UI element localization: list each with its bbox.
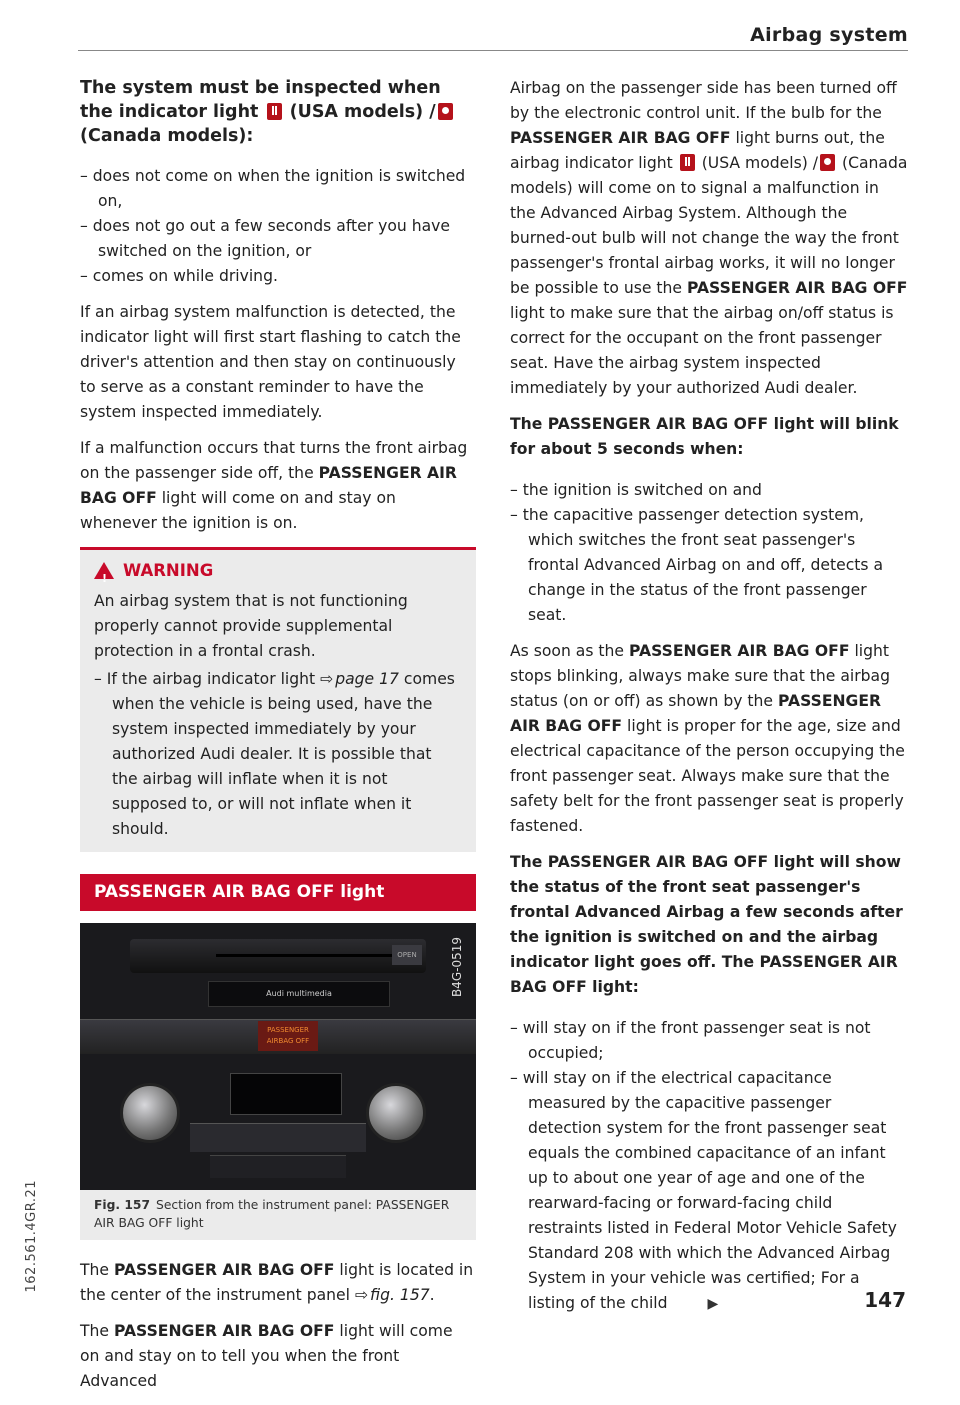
heading-text-c: (Canada models): [80,126,254,146]
list-item: – will stay on if the electrical capacitance measured by the capacitive passenger detection system for the front passenger seat equals the combined capacitance of an infant up to about one year of age and one of the rearward-facing or forward-facing child restraints listed in Federal Motor Vehicle Safety Standard 208 with which the Advanced Airbag System in your vehicle was certified; For a listing of the child ▶ [510,1066,908,1317]
blink-heading: The PASSENGER AIR BAG OFF light will blink for about 5 seconds when: [510,415,899,458]
inspection-heading [80,76,476,148]
bulb-paragraph [510,76,908,401]
text-run: (Canada models) will come on to signal a malfunction in the Advanced Airbag System. Although the burned-out bulb will not change the way the front passenger's frontal airbag works, it will no longer be possible to use the [510,154,908,297]
figure-label: Fig. 157 [94,1198,151,1212]
text-run: light is proper for the age, size and electrical capacitance of the person occupying the front passenger seat. Always make sure that the safety belt for the front passenger seat is properly fastened. [510,717,905,835]
bold-term: PASSENGER AIR BAG OFF [80,464,457,507]
text-run: will stay on if the electrical capacitance measured by the capacitive passenger detection system for the front passenger seat equals the combined capacitance of an infant up to about one year of age and one of the rearward-facing or forward-facing child restraints listed in Federal Motor Vehicle Safety Standard 208 with which the Advanced Airbag System in your vehicle was certified; For a listing of the child [522,1069,897,1312]
function-paragraph [80,1319,476,1394]
margin-code: 162.561.4GR.21 [24,1180,39,1293]
bold-term: PASSENGER AIR BAG OFF [686,279,908,297]
malfunction-paragraph: If an airbag system malfunction is detected, the indicator light will first start flashing to catch the driver's attention and then stay on continuously to serve as a constant reminder to have the system inspected immediately. [80,303,461,421]
figure-link[interactable]: ⇨ fig. 157 [355,1286,430,1304]
cd-slit [216,954,396,957]
left-climate-knob [120,1083,180,1143]
text-run: light will come on and stay on to tell you when the front Advanced [80,1322,453,1390]
airbag-indicator-canada-icon [820,154,835,171]
figure-157 [80,923,476,1240]
figure-caption [80,1190,476,1240]
passenger-airbag-section-title: PASSENGER AIR BAG OFF light [80,874,476,911]
page-number: 147 [864,1288,906,1312]
text-run: If a malfunction occurs that turns the front airbag on the passenger side off, the [80,439,468,482]
show-status-heading: The PASSENGER AIR BAG OFF light will show the status of the front seat passenger's frontal Advanced Airbag a few seconds after the ignition is switched on and the airbag indicator light goes off. The PASSENGER AIR BAG OFF light: [510,853,903,996]
text-run: comes when the vehicle is being used, have the system inspected immediately by your authorized Audi dealer. It is possible that the airbag will inflate when it is not supposed to, or will not inflate when it should. [112,670,455,838]
section-title: Airbag system [750,24,908,46]
passenger-off-paragraph [80,436,476,536]
list-item: – comes on while driving. [80,264,476,289]
text-run: The [80,1261,110,1279]
bold-term: PASSENGER AIR BAG OFF [510,129,731,147]
blink-list [510,478,908,628]
text-run: (USA models) / [701,154,819,172]
text-run: light burns out, the airbag indicator light [510,129,885,172]
spacer [80,1240,476,1258]
list-item: – the ignition is switched on and [510,478,908,503]
passenger-airbag-off-indicator: PASSENGER AIRBAG OFF [258,1021,318,1051]
inspection-list [80,164,476,289]
list-item [94,667,462,842]
figure-id: B4G-0519 [450,937,464,998]
status-list [510,1016,908,1317]
climate-keys [190,1123,366,1152]
airbag-indicator-icon [680,154,695,171]
right-column [510,76,908,1328]
list-item: – the capacitive passenger detection system, which switches the front seat passenger's frontal Advanced Airbag on and off, detects a change in the status of the front passenger seat. [510,503,908,628]
warning-triangle-icon [94,562,114,579]
bold-term: PASSENGER AIR BAG OFF [510,692,881,735]
text-run: light to make sure that the airbag on/off status is correct for the occupant on the front passenger seat. Have the airbag system inspected immediately by your authorized Audi dealer. [510,304,894,397]
bold-term: PASSENGER AIR BAG OFF [113,1322,335,1340]
warning-list [94,667,462,842]
text-run: As soon as the [510,642,625,660]
bold-term: PASSENGER AIR BAG OFF [629,642,850,660]
heading-text-a: The system must be inspected when the indicator light [80,78,441,122]
airbag-indicator-icon [267,103,282,120]
text-run: . [429,1286,435,1304]
page-link[interactable]: ⇨ page 17 [320,670,399,688]
text-run: light is located in the center of the instrument panel [80,1261,474,1304]
list-item: – does not go out a few seconds after you have switched on the ignition, or [80,214,476,264]
text-run: If the airbag indicator light [106,670,316,688]
list-item: – will stay on if the front passenger seat is not occupied; [510,1016,908,1066]
location-paragraph [80,1258,476,1308]
right-climate-knob [366,1083,426,1143]
caption-text: Section from the instrument panel: PASSENGER AIR BAG OFF light [94,1198,450,1230]
left-column [80,76,476,1405]
status-paragraph [510,639,908,839]
bold-term: PASSENGER AIR BAG OFF [113,1261,335,1279]
warning-title [94,558,462,583]
warning-text: An airbag system that is not functioning properly cannot provide supplemental protection in a frontal crash. [94,592,408,660]
instrument-panel-image [80,923,476,1190]
climate-display [230,1073,342,1115]
climate-keys-lower [210,1155,346,1178]
heading-text-b: (USA models) / [289,102,436,122]
open-button: OPEN [392,945,422,965]
header-rule [78,50,908,51]
text-run: Airbag on the passenger side has been turned off by the electronic control unit. If the bulb for the [510,79,897,122]
cd-slot [130,939,426,973]
warning-title-text: WARNING [123,561,214,580]
text-run: The [80,1322,110,1340]
text-run: light stops blinking, always make sure that the airbag status (on or off) as shown by the [510,642,890,710]
list-item: – does not come on when the ignition is switched on, [80,164,476,214]
mmi-label: Audi multimedia [208,981,390,1007]
airbag-indicator-canada-icon [438,103,453,120]
text-run: light will come on and stay on whenever the ignition is on. [80,489,396,532]
warning-box [80,547,476,852]
